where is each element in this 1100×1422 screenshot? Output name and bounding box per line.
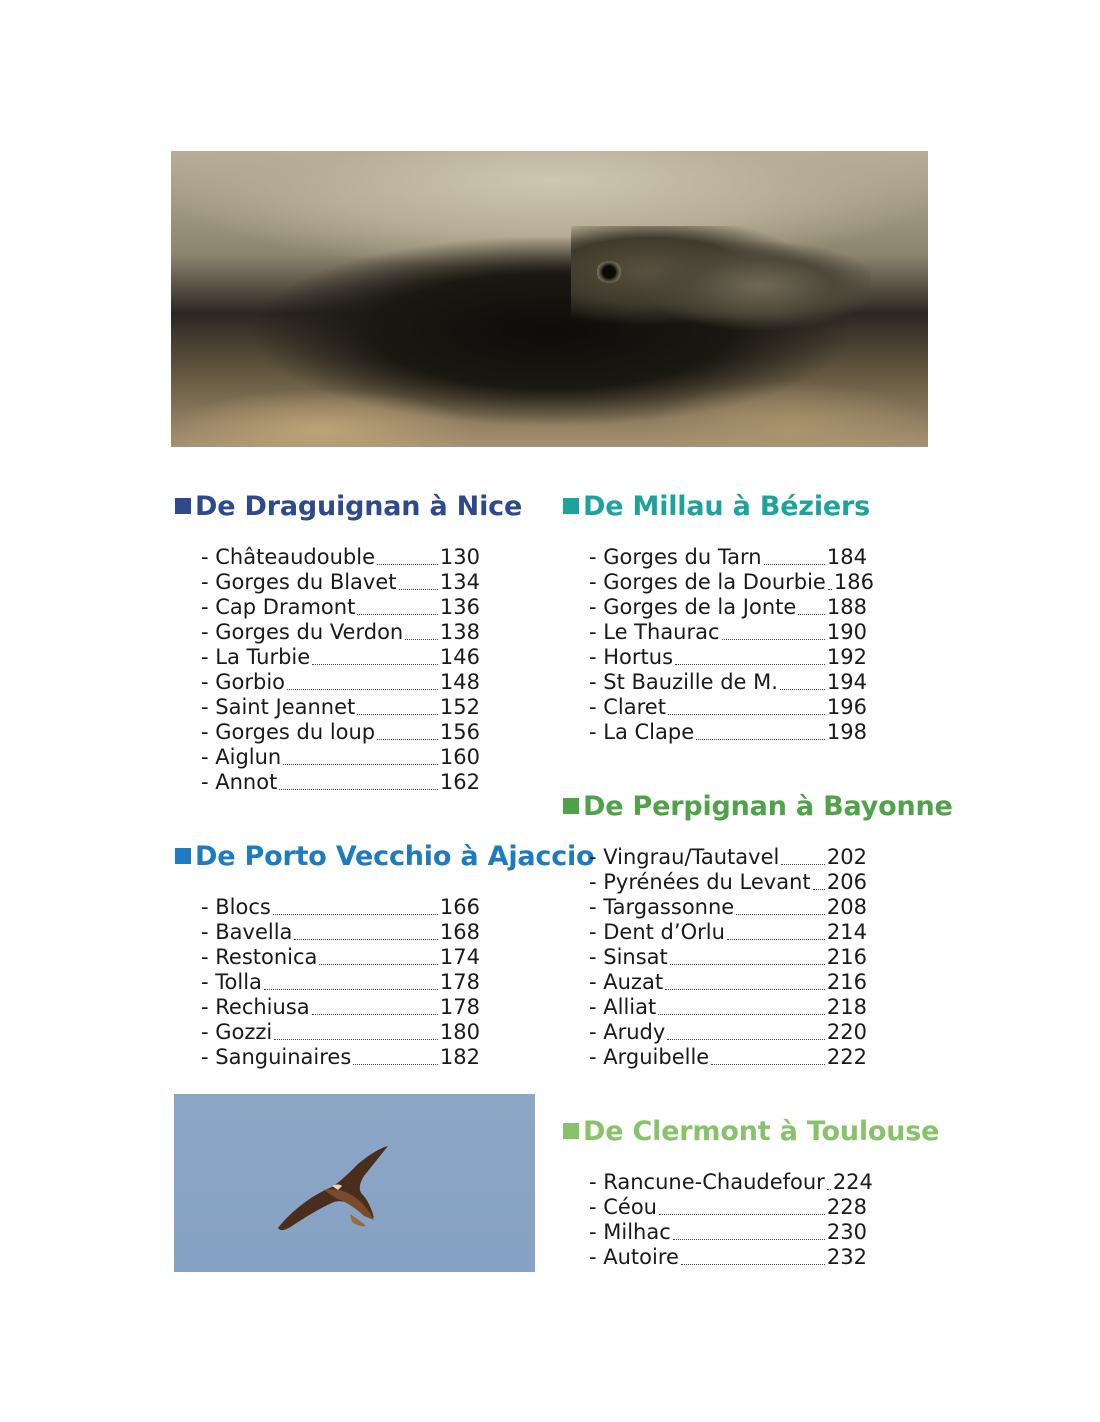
toc-entry-label: - Blocs bbox=[201, 895, 271, 919]
toc-entry bbox=[201, 645, 480, 670]
bullet-square-icon bbox=[563, 498, 579, 514]
toc-entry bbox=[201, 995, 480, 1020]
dot-leader bbox=[711, 1063, 825, 1065]
toc-entry-label: - Gozzi bbox=[201, 1020, 273, 1044]
dot-leader bbox=[399, 588, 438, 590]
dot-leader bbox=[828, 588, 832, 590]
toc-entry bbox=[201, 570, 480, 595]
toc-entry-page: 196 bbox=[826, 695, 867, 719]
heading-bayonne bbox=[563, 789, 953, 823]
toc-entry-label: - Gorges du Blavet bbox=[201, 570, 397, 594]
dot-leader bbox=[658, 1013, 825, 1015]
dot-leader bbox=[668, 713, 825, 715]
dot-leader bbox=[681, 1263, 825, 1265]
toc-entry-page: 182 bbox=[439, 1045, 480, 1069]
dot-leader bbox=[659, 1213, 825, 1215]
dot-leader bbox=[294, 938, 437, 940]
toc-entry-page: 202 bbox=[826, 845, 867, 869]
dot-leader bbox=[405, 638, 438, 640]
dot-leader bbox=[357, 713, 438, 715]
toc-entry-label: - Gorges du Verdon bbox=[201, 620, 404, 644]
toc-entry-label: - Rancune-Chaudefour bbox=[589, 1170, 825, 1194]
toc-entry bbox=[589, 845, 867, 870]
toc-entry-label: - Alliat bbox=[589, 995, 657, 1019]
toc-entry-page: 148 bbox=[439, 670, 480, 694]
toc-entry bbox=[201, 695, 480, 720]
bullet-square-icon bbox=[175, 498, 191, 514]
toc-entry-page: 192 bbox=[826, 645, 867, 669]
toc-entry bbox=[201, 745, 480, 770]
toc-entry-label: - St Bauzille de M. bbox=[589, 670, 778, 694]
dot-leader bbox=[675, 663, 825, 665]
heading-nice-text: De Draguignan à Nice bbox=[195, 490, 523, 522]
toc-entry-label: - Pyrénées du Levant bbox=[589, 870, 811, 894]
toc-entry bbox=[201, 945, 480, 970]
toc-entry-page: 228 bbox=[826, 1195, 867, 1219]
toc-entry bbox=[589, 1220, 867, 1245]
dot-leader bbox=[279, 788, 438, 790]
toc-entry-page: 206 bbox=[826, 870, 867, 894]
heading-bayonne-text: De Perpignan à Bayonne bbox=[583, 790, 953, 822]
toc-entry-page: 178 bbox=[439, 995, 480, 1019]
toc-entry bbox=[201, 770, 480, 795]
heading-toulouse bbox=[563, 1114, 939, 1148]
toc-entry-label: - La Clape bbox=[589, 720, 695, 744]
toc-entry-label: - Milhac bbox=[589, 1220, 671, 1244]
toc-entry-label: - Annot bbox=[201, 770, 278, 794]
toc-entry-label: - Arguibelle bbox=[589, 1045, 710, 1069]
toc-entry-label: - Gorges du Tarn bbox=[589, 545, 762, 569]
dot-leader bbox=[798, 613, 825, 615]
toc-entry-label: - Le Thaurac bbox=[589, 620, 720, 644]
toc-entry bbox=[589, 670, 867, 695]
toc-entry-page: 180 bbox=[439, 1020, 480, 1044]
toc-entry-label: - Tolla bbox=[201, 970, 262, 994]
dot-leader bbox=[287, 688, 438, 690]
toc-entry-page: 174 bbox=[439, 945, 480, 969]
dot-leader bbox=[377, 738, 438, 740]
dot-leader bbox=[357, 613, 438, 615]
dot-leader bbox=[722, 638, 825, 640]
toc-entry bbox=[589, 1020, 867, 1045]
dot-leader bbox=[727, 938, 825, 940]
toc-entry-page: 136 bbox=[439, 595, 480, 619]
dot-leader bbox=[319, 963, 438, 965]
toc-entry-page: 130 bbox=[439, 545, 480, 569]
heading-beziers-text: De Millau à Béziers bbox=[583, 490, 870, 522]
lizard-eye bbox=[596, 261, 622, 283]
dot-leader bbox=[312, 1013, 438, 1015]
dot-leader bbox=[283, 763, 438, 765]
heading-nice bbox=[175, 489, 522, 523]
toc-entry-label: - Gorges de la Jonte bbox=[589, 595, 797, 619]
toc-entry bbox=[201, 920, 480, 945]
dot-leader bbox=[667, 1038, 825, 1040]
toc-entry-label: - Sinsat bbox=[589, 945, 668, 969]
toc-entry bbox=[201, 620, 480, 645]
dot-leader bbox=[273, 913, 438, 915]
toc-entry-page: 138 bbox=[439, 620, 480, 644]
toc-entry-label: - Auzat bbox=[589, 970, 664, 994]
kite-photo bbox=[174, 1094, 535, 1272]
toc-entry bbox=[589, 995, 867, 1020]
toc-entry-label: - Targassonne bbox=[589, 895, 735, 919]
toc-entry bbox=[201, 1020, 480, 1045]
bullet-square-icon bbox=[563, 1123, 579, 1139]
toc-entry-page: 186 bbox=[833, 570, 874, 594]
toc-entry-page: 160 bbox=[439, 745, 480, 769]
toc-entry bbox=[589, 895, 867, 920]
toc-entry-page: 216 bbox=[826, 945, 867, 969]
toc-entry-page: 188 bbox=[826, 595, 867, 619]
toc-entry-label: - Rechiusa bbox=[201, 995, 310, 1019]
toc-entry bbox=[201, 720, 480, 745]
toc-entry-page: 178 bbox=[439, 970, 480, 994]
toc-entry-page: 216 bbox=[826, 970, 867, 994]
toc-entry-page: 214 bbox=[826, 920, 867, 944]
toc-entry-page: 230 bbox=[826, 1220, 867, 1244]
toc-entry-label: - Restonica bbox=[201, 945, 318, 969]
lizard-photo bbox=[171, 151, 928, 447]
toc-entry bbox=[589, 620, 867, 645]
toc-entry bbox=[589, 645, 867, 670]
dot-leader bbox=[274, 1038, 438, 1040]
dot-leader bbox=[781, 863, 825, 865]
toc-entry bbox=[589, 1045, 867, 1070]
toc-entry-label: - Bavella bbox=[201, 920, 293, 944]
toc-entry bbox=[201, 970, 480, 995]
toc-entry-page: 224 bbox=[832, 1170, 873, 1194]
lizard-body bbox=[571, 226, 871, 346]
toc-entry-page: 168 bbox=[439, 920, 480, 944]
toc-entry-page: 208 bbox=[826, 895, 867, 919]
toc-entry-page: 218 bbox=[826, 995, 867, 1019]
dot-leader bbox=[665, 988, 825, 990]
toc-entry bbox=[589, 870, 867, 895]
toc-entry-page: 152 bbox=[439, 695, 480, 719]
toc-entry-label: - Gorges du loup bbox=[201, 720, 376, 744]
toc-entry-label: - Sanguinaires bbox=[201, 1045, 352, 1069]
toc-entry bbox=[201, 670, 480, 695]
toc-entry-label: - Châteaudouble bbox=[201, 545, 375, 569]
toc-entry-label: - Gorbio bbox=[201, 670, 286, 694]
toc-entry bbox=[201, 545, 480, 570]
toc-entry-page: 198 bbox=[826, 720, 867, 744]
toc-entry-page: 146 bbox=[439, 645, 480, 669]
dot-leader bbox=[673, 1238, 825, 1240]
toc-entry-label: - Autoire bbox=[589, 1245, 679, 1269]
toc-entry-page: 134 bbox=[439, 570, 480, 594]
toc-entry bbox=[589, 695, 867, 720]
dot-leader bbox=[312, 663, 438, 665]
toc-entry-page: 190 bbox=[826, 620, 867, 644]
toc-entry-page: 220 bbox=[826, 1020, 867, 1044]
toc-entry bbox=[589, 1195, 867, 1220]
toc-entry-label: - Hortus bbox=[589, 645, 674, 669]
toc-entry-label: - Céou bbox=[589, 1195, 657, 1219]
toc-entry-label: - La Turbie bbox=[201, 645, 311, 669]
toc-entry bbox=[589, 970, 867, 995]
dot-leader bbox=[827, 1188, 831, 1190]
dot-leader bbox=[670, 963, 825, 965]
toc-entry bbox=[589, 595, 867, 620]
heading-ajaccio-text: De Porto Vecchio à Ajaccio bbox=[195, 840, 595, 872]
toc-entry-label: - Aiglun bbox=[201, 745, 282, 769]
toc-entry bbox=[589, 545, 867, 570]
heading-ajaccio bbox=[175, 839, 594, 873]
dot-leader bbox=[736, 913, 825, 915]
toc-entry bbox=[589, 1170, 873, 1195]
toc-entry-page: 222 bbox=[826, 1045, 867, 1069]
toc-entry-page: 184 bbox=[826, 545, 867, 569]
dot-leader bbox=[264, 988, 438, 990]
toc-entry-page: 166 bbox=[439, 895, 480, 919]
dot-leader bbox=[353, 1063, 438, 1065]
kite-bird-icon bbox=[174, 1094, 535, 1272]
toc-entry-label: - Saint Jeannet bbox=[201, 695, 356, 719]
heading-beziers bbox=[563, 489, 870, 523]
toc-entry bbox=[589, 920, 867, 945]
dot-leader bbox=[813, 888, 825, 890]
toc-entry bbox=[201, 595, 480, 620]
toc-entry bbox=[201, 895, 480, 920]
toc-entry bbox=[589, 1245, 867, 1270]
bullet-square-icon bbox=[563, 798, 579, 814]
toc-entry-label: - Claret bbox=[589, 695, 666, 719]
toc-entry-label: - Vingrau/Tautavel bbox=[589, 845, 780, 869]
toc-entry-page: 156 bbox=[439, 720, 480, 744]
toc-entry-label: - Arudy bbox=[589, 1020, 666, 1044]
dot-leader bbox=[696, 738, 825, 740]
bullet-square-icon bbox=[175, 848, 191, 864]
toc-entry-page: 162 bbox=[439, 770, 480, 794]
dot-leader bbox=[764, 563, 825, 565]
dot-leader bbox=[780, 688, 825, 690]
toc-entry bbox=[589, 570, 874, 595]
toc-entry bbox=[589, 720, 867, 745]
toc-entry-label: - Gorges de la Dourbie bbox=[589, 570, 826, 594]
toc-entry-page: 232 bbox=[826, 1245, 867, 1269]
toc-entry-page: 194 bbox=[826, 670, 867, 694]
toc-entry bbox=[201, 1045, 480, 1070]
dot-leader bbox=[377, 563, 438, 565]
toc-entry-label: - Cap Dramont bbox=[201, 595, 356, 619]
heading-toulouse-text: De Clermont à Toulouse bbox=[583, 1115, 940, 1147]
toc-entry-label: - Dent d’Orlu bbox=[589, 920, 725, 944]
toc-entry bbox=[589, 945, 867, 970]
